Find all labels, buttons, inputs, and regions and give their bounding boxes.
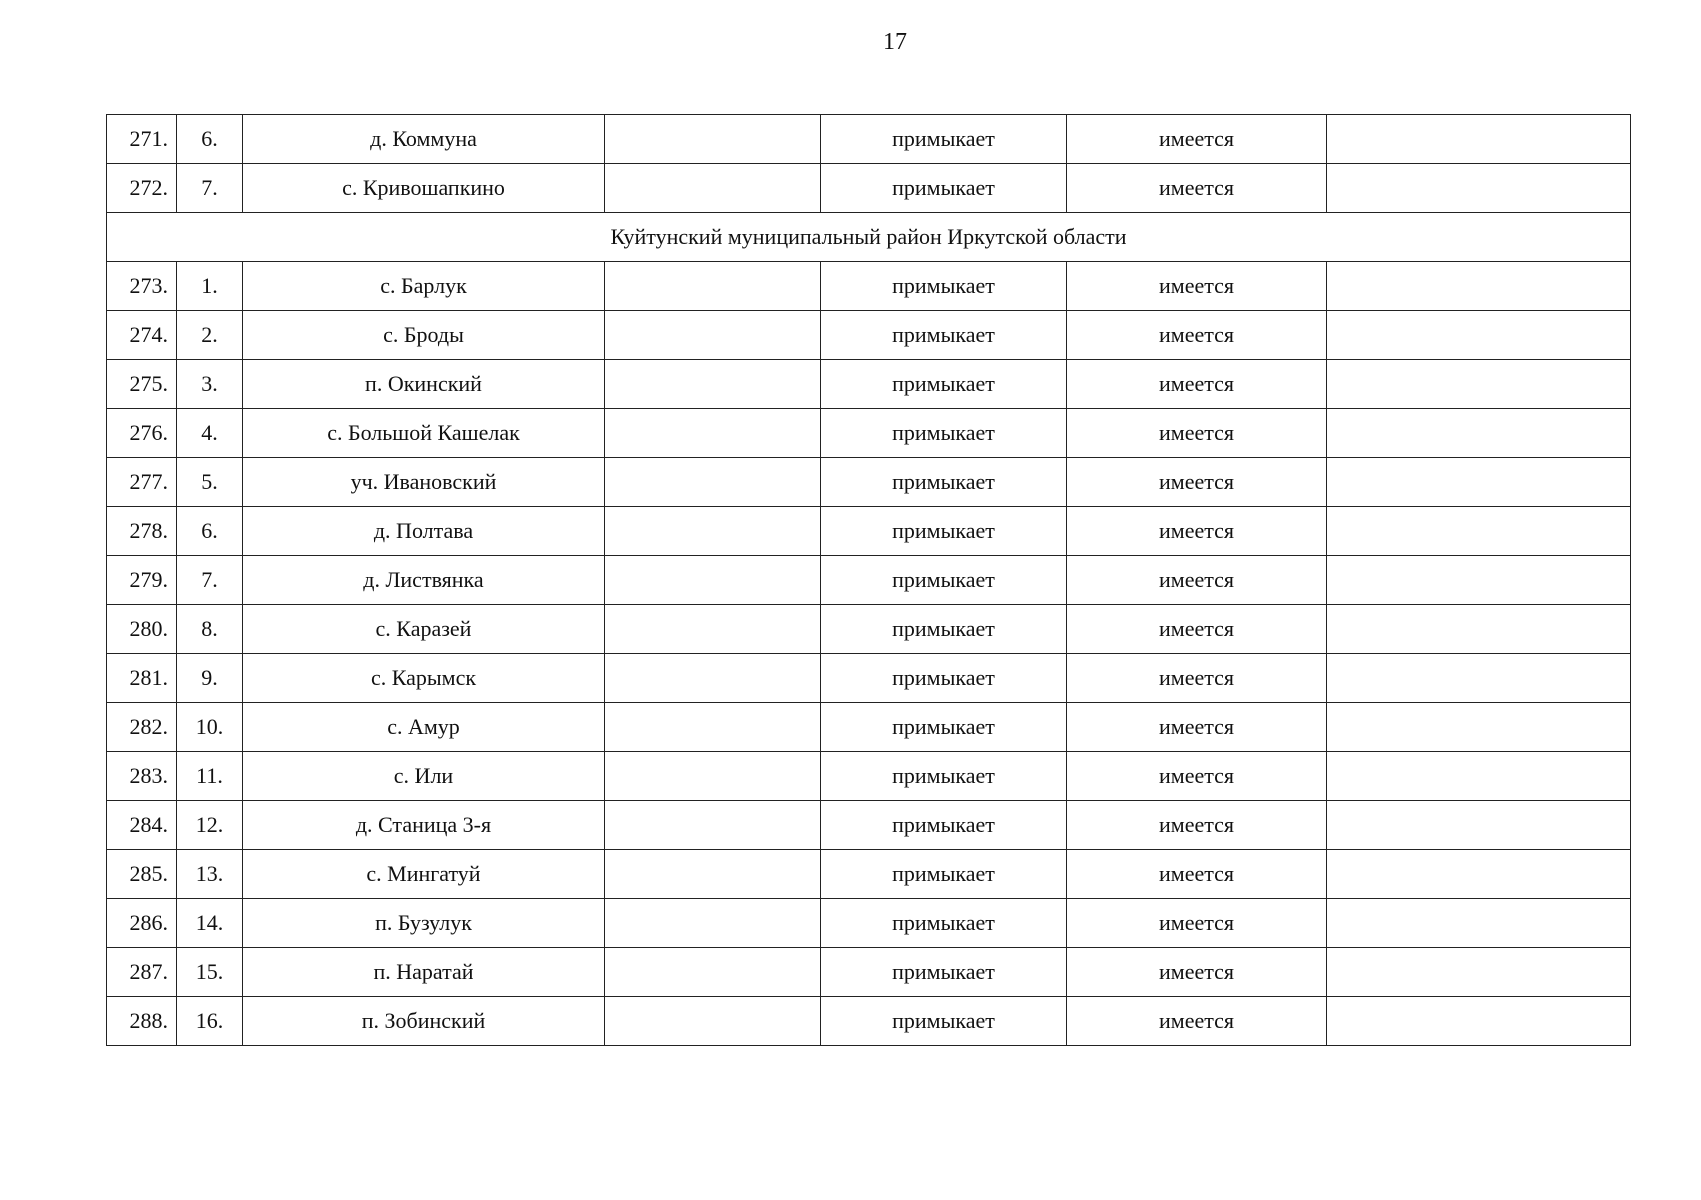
row-number: 284. [107,801,177,850]
row-number: 273. [107,262,177,311]
row-number: 278. [107,507,177,556]
adjacency-cell: примыкает [821,605,1067,654]
row-number: 275. [107,360,177,409]
row-index: 10. [177,703,243,752]
adjacency-cell: примыкает [821,801,1067,850]
empty-cell [605,262,821,311]
row-index: 14. [177,899,243,948]
settlements-table [106,114,1631,1046]
empty-cell [1327,752,1631,801]
row-index: 6. [177,507,243,556]
adjacency-cell: примыкает [821,360,1067,409]
row-number: 280. [107,605,177,654]
row-index: 11. [177,752,243,801]
row-index: 2. [177,311,243,360]
availability-cell: имеется [1067,311,1327,360]
settlement-name: п. Зобинский [243,997,605,1046]
row-number: 279. [107,556,177,605]
adjacency-cell: примыкает [821,458,1067,507]
table-row [107,948,1631,997]
settlement-name: д. Коммуна [243,115,605,164]
settlement-name: с. Каразей [243,605,605,654]
settlement-name: д. Листвянка [243,556,605,605]
row-index: 9. [177,654,243,703]
adjacency-cell: примыкает [821,997,1067,1046]
empty-cell [605,703,821,752]
table-row [107,605,1631,654]
empty-cell [1327,703,1631,752]
page-number: 17 [883,29,907,55]
row-number: 285. [107,850,177,899]
availability-cell: имеется [1067,801,1327,850]
availability-cell: имеется [1067,948,1327,997]
row-number: 271. [107,115,177,164]
empty-cell [605,654,821,703]
availability-cell: имеется [1067,164,1327,213]
table-row [107,409,1631,458]
settlement-name: с. Мингатуй [243,850,605,899]
availability-cell: имеется [1067,556,1327,605]
row-number: 277. [107,458,177,507]
availability-cell: имеется [1067,654,1327,703]
availability-cell: имеется [1067,458,1327,507]
settlement-name: с. Броды [243,311,605,360]
empty-cell [605,899,821,948]
section-header-row [107,213,1631,262]
empty-cell [1327,801,1631,850]
settlement-name: с. Большой Кашелак [243,409,605,458]
availability-cell: имеется [1067,703,1327,752]
row-number: 283. [107,752,177,801]
row-number: 287. [107,948,177,997]
row-index: 8. [177,605,243,654]
empty-cell [605,164,821,213]
availability-cell: имеется [1067,752,1327,801]
adjacency-cell: примыкает [821,948,1067,997]
availability-cell: имеется [1067,850,1327,899]
row-number: 282. [107,703,177,752]
table-row [107,703,1631,752]
row-index: 12. [177,801,243,850]
row-index: 6. [177,115,243,164]
row-number: 274. [107,311,177,360]
settlement-name: с. Амур [243,703,605,752]
empty-cell [605,752,821,801]
empty-cell [605,360,821,409]
empty-cell [605,801,821,850]
settlement-name: д. Станица 3-я [243,801,605,850]
adjacency-cell: примыкает [821,703,1067,752]
row-index: 4. [177,409,243,458]
row-number: 288. [107,997,177,1046]
empty-cell [605,948,821,997]
availability-cell: имеется [1067,507,1327,556]
adjacency-cell: примыкает [821,409,1067,458]
adjacency-cell: примыкает [821,654,1067,703]
empty-cell [1327,507,1631,556]
table-body [107,115,1631,1046]
empty-cell [1327,948,1631,997]
row-index: 13. [177,850,243,899]
empty-cell [605,605,821,654]
settlement-name: с. Карымск [243,654,605,703]
empty-cell [1327,115,1631,164]
adjacency-cell: примыкает [821,507,1067,556]
row-index: 16. [177,997,243,1046]
availability-cell: имеется [1067,409,1327,458]
table-row [107,115,1631,164]
row-index: 7. [177,556,243,605]
adjacency-cell: примыкает [821,115,1067,164]
availability-cell: имеется [1067,115,1327,164]
adjacency-cell: примыкает [821,850,1067,899]
adjacency-cell: примыкает [821,752,1067,801]
empty-cell [1327,654,1631,703]
availability-cell: имеется [1067,262,1327,311]
empty-cell [605,997,821,1046]
adjacency-cell: примыкает [821,311,1067,360]
settlement-name: с. Или [243,752,605,801]
settlement-name: п. Наратай [243,948,605,997]
adjacency-cell: примыкает [821,164,1067,213]
table-row [107,360,1631,409]
empty-cell [605,850,821,899]
empty-cell [1327,997,1631,1046]
row-number: 276. [107,409,177,458]
table-row [107,899,1631,948]
row-index: 5. [177,458,243,507]
empty-cell [1327,360,1631,409]
row-index: 7. [177,164,243,213]
table-row [107,801,1631,850]
empty-cell [1327,605,1631,654]
settlement-name: п. Бузулук [243,899,605,948]
availability-cell: имеется [1067,899,1327,948]
empty-cell [605,409,821,458]
table-row [107,164,1631,213]
empty-cell [605,115,821,164]
table-row [107,752,1631,801]
row-index: 15. [177,948,243,997]
table-row [107,507,1631,556]
table-row [107,262,1631,311]
empty-cell [605,556,821,605]
empty-cell [605,311,821,360]
row-index: 1. [177,262,243,311]
availability-cell: имеется [1067,360,1327,409]
settlement-name: д. Полтава [243,507,605,556]
adjacency-cell: примыкает [821,899,1067,948]
table-row [107,458,1631,507]
adjacency-cell: примыкает [821,556,1067,605]
row-number: 281. [107,654,177,703]
empty-cell [1327,556,1631,605]
settlement-name: с. Кривошапкино [243,164,605,213]
empty-cell [1327,850,1631,899]
table-row [107,654,1631,703]
table-row [107,997,1631,1046]
table-row [107,556,1631,605]
empty-cell [1327,164,1631,213]
row-number: 286. [107,899,177,948]
adjacency-cell: примыкает [821,262,1067,311]
empty-cell [1327,458,1631,507]
row-number: 272. [107,164,177,213]
availability-cell: имеется [1067,997,1327,1046]
settlement-name: с. Барлук [243,262,605,311]
settlement-name: уч. Ивановский [243,458,605,507]
table-row [107,311,1631,360]
table-row [107,850,1631,899]
empty-cell [1327,311,1631,360]
settlement-name: п. Окинский [243,360,605,409]
availability-cell: имеется [1067,605,1327,654]
empty-cell [1327,899,1631,948]
empty-cell [605,458,821,507]
empty-cell [1327,409,1631,458]
empty-cell [1327,262,1631,311]
empty-cell [605,507,821,556]
row-index: 3. [177,360,243,409]
section-title: Куйтунский муниципальный район Иркутской области [107,213,1631,262]
